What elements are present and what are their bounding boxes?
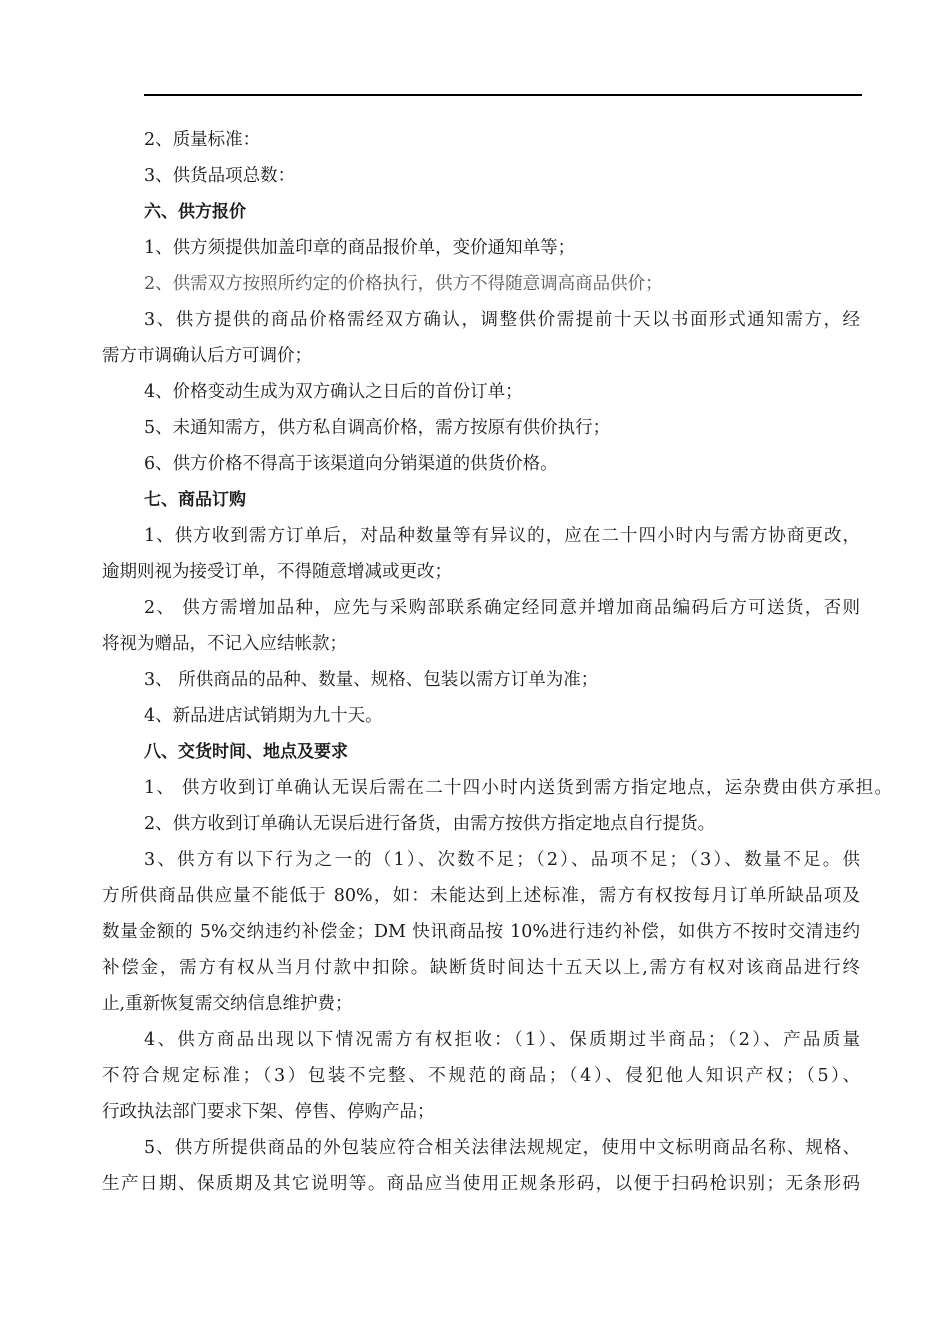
paragraph-line: 5、未通知需方，供方私自调高价格，需方按原有供价执行； xyxy=(144,418,611,438)
paragraph-line: 1、供方收到需方订单后，对品种数量等有异议的，应在二十四小时内与需方协商更改， xyxy=(144,526,860,546)
paragraph-line: 3、 所供商品的品种、数量、规格、包装以需方订单为准； xyxy=(144,670,599,690)
paragraph-line: 3、供方提供的商品价格需经双方确认，调整供价需提前十天以书面形式通知需方，经 xyxy=(144,310,860,330)
paragraph-line: 2、 供方需增加品种，应先与采购部联系确定经同意并增加商品编码后方可送货，否则 xyxy=(144,598,860,618)
paragraph-line: 行政执法部门要求下架、停售、停购产品； xyxy=(102,1102,435,1122)
paragraph-line: 1、供方须提供加盖印章的商品报价单，变价通知单等； xyxy=(144,238,576,258)
paragraph-line: 2、供方收到订单确认无误后进行备货，由需方按供方指定地点自行提货。 xyxy=(144,814,716,834)
paragraph-line: 2、质量标准： xyxy=(144,130,261,150)
paragraph-line: 3、供方有以下行为之一的（1）、次数不足；（2）、品项不足；（3）、数量不足。供 xyxy=(144,850,860,870)
paragraph-line: 逾期则视为接受订单，不得随意增减或更改； xyxy=(102,562,452,582)
paragraph-line: 数量金额的 5%交纳违约补偿金；DM 快讯商品按 10%进行违约补偿，如供方不按时交清违约 xyxy=(102,922,860,942)
header-rule xyxy=(144,94,862,96)
paragraph-line: 2、供需双方按照所约定的价格执行，供方不得随意调高商品供价； xyxy=(144,274,663,294)
paragraph-line: 需方市调确认后方可调价； xyxy=(102,346,312,366)
paragraph-line: 生产日期、保质期及其它说明等。商品应当使用正规条形码，以便于扫码枪识别；无条形码 xyxy=(102,1174,860,1194)
paragraph-line: 6、供方价格不得高于该渠道向分销渠道的供货价格。 xyxy=(144,454,558,474)
paragraph-line: 3、供货品项总数： xyxy=(144,166,296,186)
section-heading: 八、交货时间、地点及要求 xyxy=(144,742,348,762)
paragraph-line: 止,重新恢复需交纳信息维护费； xyxy=(102,994,353,1014)
paragraph-line: 4、供方商品出现以下情况需方有权拒收：（1）、保质期过半商品；（2）、产品质量 xyxy=(144,1030,860,1050)
paragraph-line: 将视为赠品，不记入应结帐款； xyxy=(102,634,347,654)
paragraph-line: 1、 供方收到订单确认无误后需在二十四小时内送货到需方指定地点，运杂费由供方承担。 xyxy=(144,778,892,798)
paragraph-line: 不符合规定标准；（3）包装不完整、不规范的商品；（4）、侵犯他人知识产权；（5）、 xyxy=(102,1066,860,1086)
paragraph-line: 5、供方所提供商品的外包装应符合相关法律法规规定，使用中文标明商品名称、规格、 xyxy=(144,1138,860,1158)
paragraph-line: 4、价格变动生成为双方确认之日后的首份订单； xyxy=(144,382,523,402)
paragraph-line: 4、新品进店试销期为九十天。 xyxy=(144,706,383,726)
section-heading: 七、商品订购 xyxy=(144,490,246,510)
section-heading: 六、供方报价 xyxy=(144,202,246,222)
paragraph-line: 补偿金，需方有权从当月付款中扣除。缺断货时间达十五天以上,需方有权对该商品进行终 xyxy=(102,958,860,978)
paragraph-line: 方所供商品供应量不能低于 80%，如：未能达到上述标准，需方有权按每月订单所缺品项及 xyxy=(102,886,860,906)
